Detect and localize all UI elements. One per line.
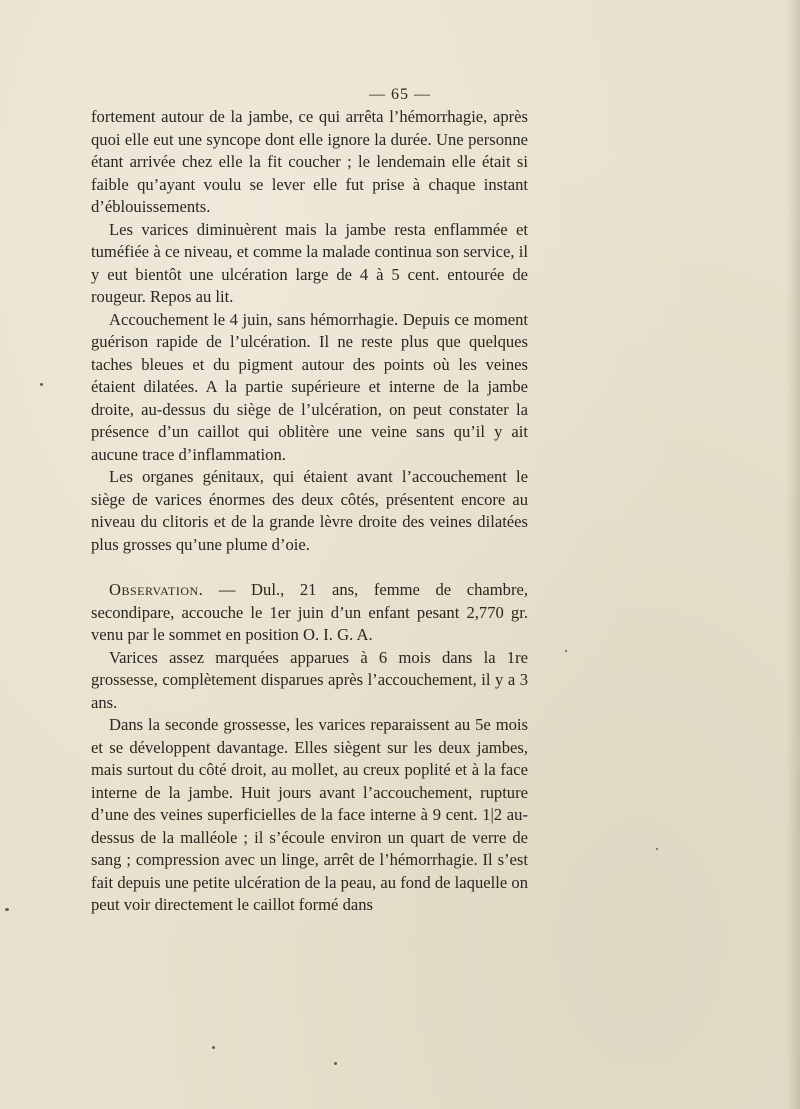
observation-text: — Dul., 21 ans, femme de chambre, secondipare, accouche le 1er juin d’un enfant pesant 2,770 gr. venu par le sommet en position O. I. G. A.: [91, 580, 528, 644]
paragraph-2: Les varices diminuèrent mais la jambe resta enflammée et tuméfiée à ce niveau, et comme la malade continua son service, il y eut bientôt une ulcération large de 4 à 5 cent. entourée de rougeur. Repos au lit.: [91, 219, 528, 306]
observation-heading: Observation.: [109, 580, 204, 599]
page-number: — 65 —: [369, 86, 431, 103]
paper-speck: [212, 1046, 215, 1049]
paper-speck: [40, 383, 43, 386]
paragraph-1: fortement autour de la jambe, ce qui arrêta l’hémorrhagie, après quoi elle eut une syncope dont elle ignore la durée. Une personne étant arrivée chez elle la fit coucher ; le lendemain elle était si faible qu’ayant voulu se lever elle fut prise à chaque instant d’éblouissements.: [91, 107, 528, 216]
paper-speck: [565, 650, 567, 652]
paragraph-6: Dans la seconde grossesse, les varices reparaissent au 5e mois et se développent davantage. Elles siègent sur les deux jambes, mais surtout du côté droit, au mollet, au creux poplité et à la face interne de la jambe. Huit jours avant l’accouchement, rupture d’une des veines superficielles de la face interne à 9 cent. 1|2 au-dessus de la malléole ; il s’écoule environ un quart de verre de sang ; compression avec un linge, arrêt de l’hémorrhagie. Il s’est fait depuis une petite ulcération de la peau, au fond de laquelle on peut voir directement le caillot formé dans: [91, 715, 528, 914]
paper-speck: [334, 1062, 337, 1065]
page-edge-shadow: [786, 0, 800, 1109]
paper-speck: [656, 848, 658, 850]
observation-paragraph: [91, 579, 528, 647]
paragraph-5: Varices assez marquées apparues à 6 mois dans la 1re grossesse, complètement disparues après l’accouchement, il y a 3 ans.: [91, 647, 528, 712]
paragraph-3: Accouchement le 4 juin, sans hémorrhagie. Depuis ce moment guérison rapide de l’ulcération. Il ne reste plus que quelques taches bleues et du pigment autour des points où les veines étaient dilatées. A la partie supérieure et interne de la jambe droite, au-dessus du siège de l’ulcération, on peut constater la présence d’un caillot qui oblitère une veine sans qu’il y ait aucune trace d’inflammation.: [91, 309, 528, 464]
paragraph-4: Les organes génitaux, qui étaient avant l’accouchement le siège de varices énormes des deux côtés, présentent encore au niveau du clitoris et de la grande lèvre droite des veines dilatées plus grosses qu’une plume d’oie.: [91, 467, 528, 554]
body-text: [91, 106, 528, 917]
paper-speck: [5, 908, 9, 911]
